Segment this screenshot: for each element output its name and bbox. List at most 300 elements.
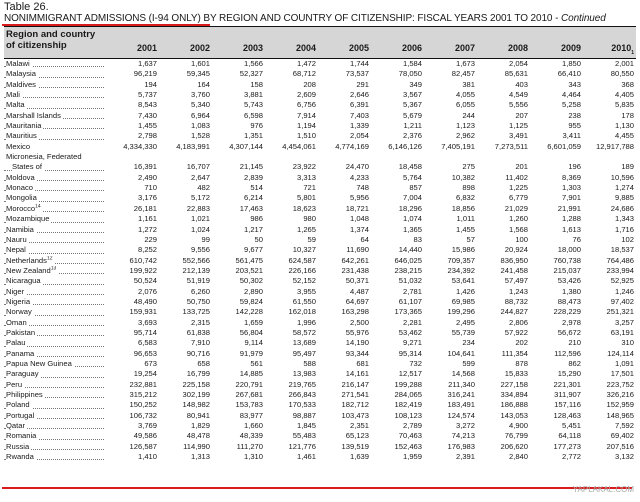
table-row bbox=[4, 121, 636, 131]
country-name bbox=[4, 266, 106, 276]
cell-value: 368 bbox=[621, 79, 634, 89]
cell-value: 4,487 bbox=[349, 286, 369, 296]
table-row bbox=[4, 442, 636, 452]
country-label: Oman bbox=[6, 317, 27, 327]
cell-value: 1,659 bbox=[243, 317, 263, 327]
country-name bbox=[4, 90, 106, 100]
cell-value: 2,315 bbox=[190, 317, 210, 327]
cell-value: 215,037 bbox=[553, 265, 581, 275]
country-label: Malawi bbox=[6, 59, 30, 68]
cell-value: 748 bbox=[356, 183, 369, 193]
cell-value: 76,799 bbox=[504, 431, 528, 441]
cell-value: 98,887 bbox=[292, 410, 316, 420]
table-header-row bbox=[4, 27, 636, 59]
cell-value: 403 bbox=[515, 79, 528, 89]
country-label: Nicaragua bbox=[6, 276, 41, 286]
cell-value: 1,130 bbox=[614, 121, 634, 131]
cell-value: 73,537 bbox=[345, 69, 369, 79]
cell-value: 121,776 bbox=[288, 441, 316, 451]
cell-value: 133,725 bbox=[182, 307, 210, 317]
cell-value: 14,190 bbox=[345, 338, 369, 348]
cell-value: 1,845 bbox=[296, 421, 316, 431]
country-label: Mauritius bbox=[6, 131, 37, 141]
cell-value: 6,260 bbox=[190, 286, 210, 296]
cell-value: 980 bbox=[303, 214, 316, 224]
country-name bbox=[4, 297, 106, 307]
country-label: Paraguay bbox=[6, 369, 39, 379]
cell-value: 15,290 bbox=[557, 369, 581, 379]
cell-value: 97,402 bbox=[610, 296, 634, 306]
cell-value bbox=[212, 152, 265, 162]
cell-value: 70,463 bbox=[398, 431, 422, 441]
cell-value: 1,660 bbox=[243, 421, 263, 431]
table-row bbox=[4, 131, 636, 141]
cell-value: 153,783 bbox=[235, 400, 263, 410]
table-row bbox=[4, 152, 636, 162]
table-header-block bbox=[4, 1, 636, 25]
cell-value: 93,344 bbox=[345, 348, 369, 358]
cell-value: 6,964 bbox=[190, 110, 210, 120]
cell-value: 201 bbox=[515, 162, 528, 172]
table-row bbox=[4, 100, 636, 110]
cell-value: 709,357 bbox=[447, 255, 475, 265]
cell-value: 186,888 bbox=[500, 400, 528, 410]
cell-value: 2,978 bbox=[561, 317, 581, 327]
cell-value: 78,050 bbox=[398, 69, 422, 79]
cell-value: 61,550 bbox=[292, 296, 316, 306]
cell-value: 4,055 bbox=[455, 90, 475, 100]
cell-value: 61,838 bbox=[186, 327, 210, 337]
table-row bbox=[4, 90, 636, 100]
cell-value: 1,455 bbox=[137, 121, 157, 131]
cell-value: 2,789 bbox=[402, 421, 422, 431]
country-name bbox=[4, 162, 106, 172]
cell-value: 1,125 bbox=[508, 121, 528, 131]
cell-value: 233,994 bbox=[606, 265, 634, 275]
cell-value: 50,750 bbox=[186, 296, 210, 306]
cell-value: 2,351 bbox=[349, 421, 369, 431]
cell-value: 381 bbox=[462, 79, 475, 89]
cell-value: 148,965 bbox=[606, 410, 634, 420]
country-label: Monaco bbox=[6, 183, 34, 193]
cell-value: 1,568 bbox=[508, 224, 528, 234]
cell-value: 7,901 bbox=[561, 193, 581, 203]
cell-value: 183,491 bbox=[447, 400, 475, 410]
cell-value: 20,924 bbox=[504, 245, 528, 255]
cell-value: 5,451 bbox=[561, 421, 581, 431]
country-label: Poland bbox=[6, 400, 30, 410]
country-label: Philippines bbox=[6, 390, 43, 399]
cell-value: 7,592 bbox=[614, 421, 634, 431]
table-row bbox=[4, 338, 636, 348]
cell-value: 103,473 bbox=[341, 410, 369, 420]
cell-value: 83,977 bbox=[239, 410, 263, 420]
cell-value: 139,519 bbox=[341, 441, 369, 451]
cell-value: 206,620 bbox=[500, 441, 528, 451]
cell-value: 2,798 bbox=[137, 131, 157, 141]
cell-value: 189 bbox=[621, 162, 634, 172]
cell-value: 624,587 bbox=[288, 255, 316, 265]
cell-value: 74,213 bbox=[451, 431, 475, 441]
country-label: Palau bbox=[6, 338, 26, 348]
cell-value: 7,403 bbox=[349, 110, 369, 120]
cell-value: 1,472 bbox=[296, 59, 316, 68]
cell-value: 3,132 bbox=[614, 452, 634, 462]
cell-value: 2,500 bbox=[349, 317, 369, 327]
cell-value: 5,801 bbox=[296, 193, 316, 203]
cell-value: 3,313 bbox=[296, 172, 316, 182]
cell-value: 13,983 bbox=[292, 369, 316, 379]
country-label: Mauritania bbox=[6, 121, 42, 131]
cell-value bbox=[159, 152, 212, 162]
cell-value: 275 bbox=[462, 162, 475, 172]
table-row bbox=[4, 69, 636, 79]
cell-value: 128,463 bbox=[553, 410, 581, 420]
country-label: Marshall Islands bbox=[6, 110, 61, 120]
cell-value: 862 bbox=[568, 358, 581, 368]
cell-value: 50,371 bbox=[345, 276, 369, 286]
cell-value: 2,391 bbox=[455, 452, 475, 462]
cell-value: 17,463 bbox=[239, 203, 263, 213]
cell-value: 1,374 bbox=[349, 224, 369, 234]
cell-value: 267,681 bbox=[235, 390, 263, 399]
country-label: Nauru bbox=[6, 234, 27, 244]
cell-value: 182,712 bbox=[341, 400, 369, 410]
cell-value: 229 bbox=[144, 234, 157, 244]
cell-value: 16,799 bbox=[186, 369, 210, 379]
table-row bbox=[4, 369, 636, 379]
table-number: Table 26. bbox=[4, 1, 49, 13]
country-name bbox=[4, 204, 106, 214]
cell-value: 4,454,061 bbox=[282, 141, 316, 151]
cell-value: 1,601 bbox=[190, 59, 210, 68]
cell-value: 18,537 bbox=[610, 245, 634, 255]
cell-value: 681 bbox=[356, 358, 369, 368]
cell-value: 100 bbox=[515, 234, 528, 244]
cell-value: 1,265 bbox=[296, 224, 316, 234]
column-header-region: Region and country of citizenship bbox=[6, 29, 96, 51]
country-name bbox=[4, 318, 106, 328]
cell-value: 48,478 bbox=[186, 431, 210, 441]
table-row bbox=[4, 318, 636, 328]
cell-value: 162,018 bbox=[288, 307, 316, 317]
cell-value: 142,228 bbox=[235, 307, 263, 317]
country-name bbox=[4, 431, 106, 441]
cell-value: 10,596 bbox=[610, 172, 634, 182]
cell-value: 986 bbox=[250, 214, 263, 224]
cell-value: 1,217 bbox=[243, 224, 263, 234]
country-name bbox=[4, 69, 106, 79]
continued-label: Continued bbox=[561, 13, 606, 24]
country-name bbox=[4, 235, 106, 245]
cell-value: 7,405,191 bbox=[441, 141, 475, 151]
cell-value: 14,161 bbox=[345, 369, 369, 379]
cell-value: 14,440 bbox=[398, 245, 422, 255]
cell-value: 8,252 bbox=[137, 245, 157, 255]
cell-value: 152,959 bbox=[606, 400, 634, 410]
cell-value: 878 bbox=[515, 358, 528, 368]
cell-value: 1,365 bbox=[402, 224, 422, 234]
cell-value: 9,271 bbox=[402, 338, 422, 348]
cell-value: 3,491 bbox=[508, 131, 528, 141]
cell-value: 91,979 bbox=[239, 348, 263, 358]
table-row bbox=[4, 276, 636, 286]
cell-value: 1,161 bbox=[137, 214, 157, 224]
column-header-year: 2010 1 bbox=[611, 43, 634, 56]
cell-value: 1,024 bbox=[190, 224, 210, 234]
cell-value: 231,438 bbox=[341, 265, 369, 275]
cell-value: 56,672 bbox=[557, 327, 581, 337]
column-header-year: 2002 bbox=[189, 43, 210, 53]
cell-value: 207 bbox=[515, 110, 528, 120]
country-name bbox=[4, 80, 106, 90]
table-row bbox=[4, 193, 636, 203]
cell-value: 1,744 bbox=[349, 59, 369, 68]
cell-value: 2,495 bbox=[455, 317, 475, 327]
cell-value: 588 bbox=[303, 358, 316, 368]
country-label: Russia bbox=[6, 441, 30, 451]
cell-value: 1,243 bbox=[508, 286, 528, 296]
cell-value: 1,211 bbox=[403, 121, 422, 131]
cell-value: 6,214 bbox=[243, 193, 263, 203]
country-label: States of bbox=[12, 162, 42, 172]
cell-value: 52,152 bbox=[292, 276, 316, 286]
cell-value: 6,598 bbox=[243, 110, 263, 120]
cell-value: 15,986 bbox=[451, 245, 475, 255]
cell-value: 219,765 bbox=[288, 379, 316, 389]
cell-value: 1,303 bbox=[561, 183, 581, 193]
cell-value: 59,824 bbox=[239, 296, 263, 306]
country-label: Morocco$^{14}$ bbox=[6, 203, 41, 213]
cell-value: 64 bbox=[360, 234, 369, 244]
cell-value: 1,829 bbox=[190, 421, 210, 431]
cell-value: 5,956 bbox=[349, 193, 369, 203]
column-header-year: 2003 bbox=[242, 43, 263, 53]
table-row bbox=[4, 328, 636, 338]
cell-value: 1,246 bbox=[614, 286, 634, 296]
country-name bbox=[4, 380, 106, 390]
cell-value: 271,541 bbox=[341, 390, 369, 399]
footnote-mark: 12 bbox=[46, 255, 53, 261]
cell-value: 673 bbox=[144, 358, 157, 368]
cell-value: 610,742 bbox=[129, 255, 157, 265]
country-label: New Zealand$^{13}$ bbox=[6, 265, 57, 275]
cell-value: 221,301 bbox=[553, 379, 581, 389]
cell-value: 760,738 bbox=[553, 255, 581, 265]
cell-value: 232,881 bbox=[129, 379, 157, 389]
table-row bbox=[4, 431, 636, 441]
cell-value: 66,410 bbox=[557, 69, 581, 79]
cell-value: 561,475 bbox=[235, 255, 263, 265]
country-name bbox=[4, 421, 106, 431]
cell-value: 284,065 bbox=[394, 390, 422, 399]
table-row bbox=[4, 411, 636, 421]
cell-value: 49,586 bbox=[133, 431, 157, 441]
cell-value: 2,772 bbox=[561, 452, 581, 462]
cell-value: 238 bbox=[568, 110, 581, 120]
cell-value: 1,528 bbox=[190, 131, 210, 141]
cell-value: 1,566 bbox=[243, 59, 263, 68]
table-row bbox=[4, 297, 636, 307]
table-row bbox=[4, 59, 636, 69]
cell-value bbox=[477, 152, 530, 162]
cell-value: 234,392 bbox=[447, 265, 475, 275]
cell-value: 208 bbox=[303, 79, 316, 89]
country-name bbox=[4, 225, 106, 235]
cell-value: 51,032 bbox=[398, 276, 422, 286]
cell-value: 170,533 bbox=[288, 400, 316, 410]
cell-value: 53,426 bbox=[557, 276, 581, 286]
cell-value: 21,145 bbox=[239, 162, 263, 172]
cell-value: 244,827 bbox=[500, 307, 528, 317]
cell-value: 199,922 bbox=[129, 265, 157, 275]
cell-value: 2,646 bbox=[349, 90, 369, 100]
cell-value: 238,215 bbox=[394, 265, 422, 275]
cell-value: 3,257 bbox=[614, 317, 634, 327]
country-label: Qatar bbox=[6, 421, 25, 431]
cell-value: 5,835 bbox=[614, 100, 634, 110]
cell-value: 2,806 bbox=[508, 317, 528, 327]
table-title: NONIMMIGRANT ADMISSIONS (I-94 ONLY) BY REGION AND COUNTRY OF CITIZENSHIP: FISCAL YEARS 2001 TO 2010 - Continued bbox=[4, 13, 606, 24]
cell-value: 4,183,991 bbox=[176, 141, 210, 151]
cell-value: 158 bbox=[250, 79, 263, 89]
cell-value: 291 bbox=[356, 79, 369, 89]
country-name bbox=[4, 59, 106, 69]
cell-value: 111,270 bbox=[236, 441, 263, 451]
cell-value: 3,272 bbox=[455, 421, 475, 431]
country-label: Niger bbox=[6, 286, 25, 296]
cell-value: 310 bbox=[621, 338, 634, 348]
table-row bbox=[4, 266, 636, 276]
cell-value: 2,609 bbox=[296, 90, 316, 100]
cell-value: 6,779 bbox=[508, 193, 528, 203]
cell-value: 7,273,511 bbox=[494, 141, 528, 151]
cell-value: 53,641 bbox=[451, 276, 475, 286]
cell-value: 3,881 bbox=[243, 90, 263, 100]
cell-value: 95,714 bbox=[133, 327, 157, 337]
cell-value: 150,252 bbox=[129, 400, 157, 410]
cell-value: 83 bbox=[413, 234, 422, 244]
cell-value: 17,501 bbox=[610, 369, 634, 379]
cell-value: 212,139 bbox=[182, 265, 210, 275]
footnote-mark: 14 bbox=[35, 203, 41, 210]
cell-value: 57 bbox=[466, 234, 475, 244]
table-row bbox=[4, 204, 636, 214]
country-name bbox=[4, 307, 106, 317]
cell-value: 658 bbox=[197, 358, 210, 368]
cell-value: 50 bbox=[254, 234, 263, 244]
cell-value: 102 bbox=[621, 234, 634, 244]
cell-value: 76 bbox=[572, 234, 581, 244]
cell-value: 57,922 bbox=[504, 327, 528, 337]
country-name bbox=[4, 411, 106, 421]
cell-value: 148,982 bbox=[182, 400, 210, 410]
cell-value: 1,716 bbox=[614, 224, 634, 234]
column-header-year: 2006 bbox=[401, 43, 422, 53]
cell-value: 108,123 bbox=[394, 410, 422, 420]
cell-value: 15,833 bbox=[504, 369, 528, 379]
cell-value: 18,296 bbox=[398, 203, 422, 213]
cell-value: 6,055 bbox=[455, 100, 475, 110]
country-name bbox=[4, 100, 106, 110]
cell-value: 3,411 bbox=[562, 131, 581, 141]
cell-value: 251,321 bbox=[606, 307, 634, 317]
cell-value: 1,673 bbox=[455, 59, 475, 68]
cell-value: 646,025 bbox=[394, 255, 422, 265]
cell-value: 5,367 bbox=[402, 100, 422, 110]
column-header-year: 2004 bbox=[295, 43, 316, 53]
country-name bbox=[4, 256, 106, 266]
table-body bbox=[4, 59, 636, 462]
cell-value: 898 bbox=[462, 183, 475, 193]
cell-value: 326,216 bbox=[606, 390, 634, 399]
cell-value: 4,549 bbox=[508, 90, 528, 100]
cell-value: 202 bbox=[515, 338, 528, 348]
cell-value: 9,677 bbox=[243, 245, 263, 255]
cell-value: 5,340 bbox=[190, 100, 210, 110]
cell-value: 90,716 bbox=[186, 348, 210, 358]
cell-value: 1,074 bbox=[402, 214, 422, 224]
cell-value: 52,327 bbox=[239, 69, 263, 79]
cell-value: 59 bbox=[307, 234, 316, 244]
country-name bbox=[4, 111, 106, 121]
cell-value: 6,832 bbox=[455, 193, 475, 203]
cell-value: 7,004 bbox=[402, 193, 422, 203]
cell-value: 48,490 bbox=[133, 296, 157, 306]
cell-value: 6,756 bbox=[296, 100, 316, 110]
cell-value: 2,054 bbox=[349, 131, 369, 141]
cell-value: 176,983 bbox=[447, 441, 475, 451]
country-label: Romania bbox=[6, 431, 37, 441]
cell-value: 2,001 bbox=[614, 59, 634, 68]
cell-value: 2,647 bbox=[190, 172, 210, 182]
cell-value: 4,405 bbox=[614, 90, 634, 100]
cell-value: 244 bbox=[462, 110, 475, 120]
column-header-year: 2005 bbox=[348, 43, 369, 53]
cell-value: 227,158 bbox=[500, 379, 528, 389]
cell-value: 65,123 bbox=[345, 431, 369, 441]
country-name bbox=[4, 152, 106, 162]
country-label: Panama bbox=[6, 348, 35, 358]
cell-value: 4,464 bbox=[561, 90, 581, 100]
cell-value: 16,391 bbox=[133, 162, 157, 172]
cell-value: 2,376 bbox=[402, 131, 422, 141]
country-name bbox=[4, 442, 106, 452]
cell-value: 114,990 bbox=[183, 441, 210, 451]
cell-value: 4,774,169 bbox=[335, 141, 369, 151]
cell-value: 56,804 bbox=[239, 327, 263, 337]
country-label: Malta bbox=[6, 100, 25, 110]
country-label: Peru bbox=[6, 379, 23, 389]
cell-value: 96,219 bbox=[133, 69, 157, 79]
country-label: Pakistan bbox=[6, 327, 36, 337]
country-name bbox=[4, 276, 106, 286]
cell-value: 5,172 bbox=[190, 193, 210, 203]
cell-value: 18,000 bbox=[557, 245, 581, 255]
cell-value: 2,962 bbox=[455, 131, 475, 141]
cell-value: 4,233 bbox=[349, 172, 369, 182]
cell-value: 241,458 bbox=[500, 265, 528, 275]
cell-value: 2,840 bbox=[508, 452, 528, 462]
cell-value: 1,461 bbox=[296, 452, 316, 462]
cell-value: 55,976 bbox=[345, 327, 369, 337]
cell-value: 18,721 bbox=[345, 203, 369, 213]
cell-value: 5,679 bbox=[402, 110, 422, 120]
cell-value: 642,261 bbox=[341, 255, 369, 265]
cell-value: 24,470 bbox=[345, 162, 369, 172]
cell-value: 124,114 bbox=[607, 348, 634, 358]
cell-value: 51,919 bbox=[186, 276, 210, 286]
